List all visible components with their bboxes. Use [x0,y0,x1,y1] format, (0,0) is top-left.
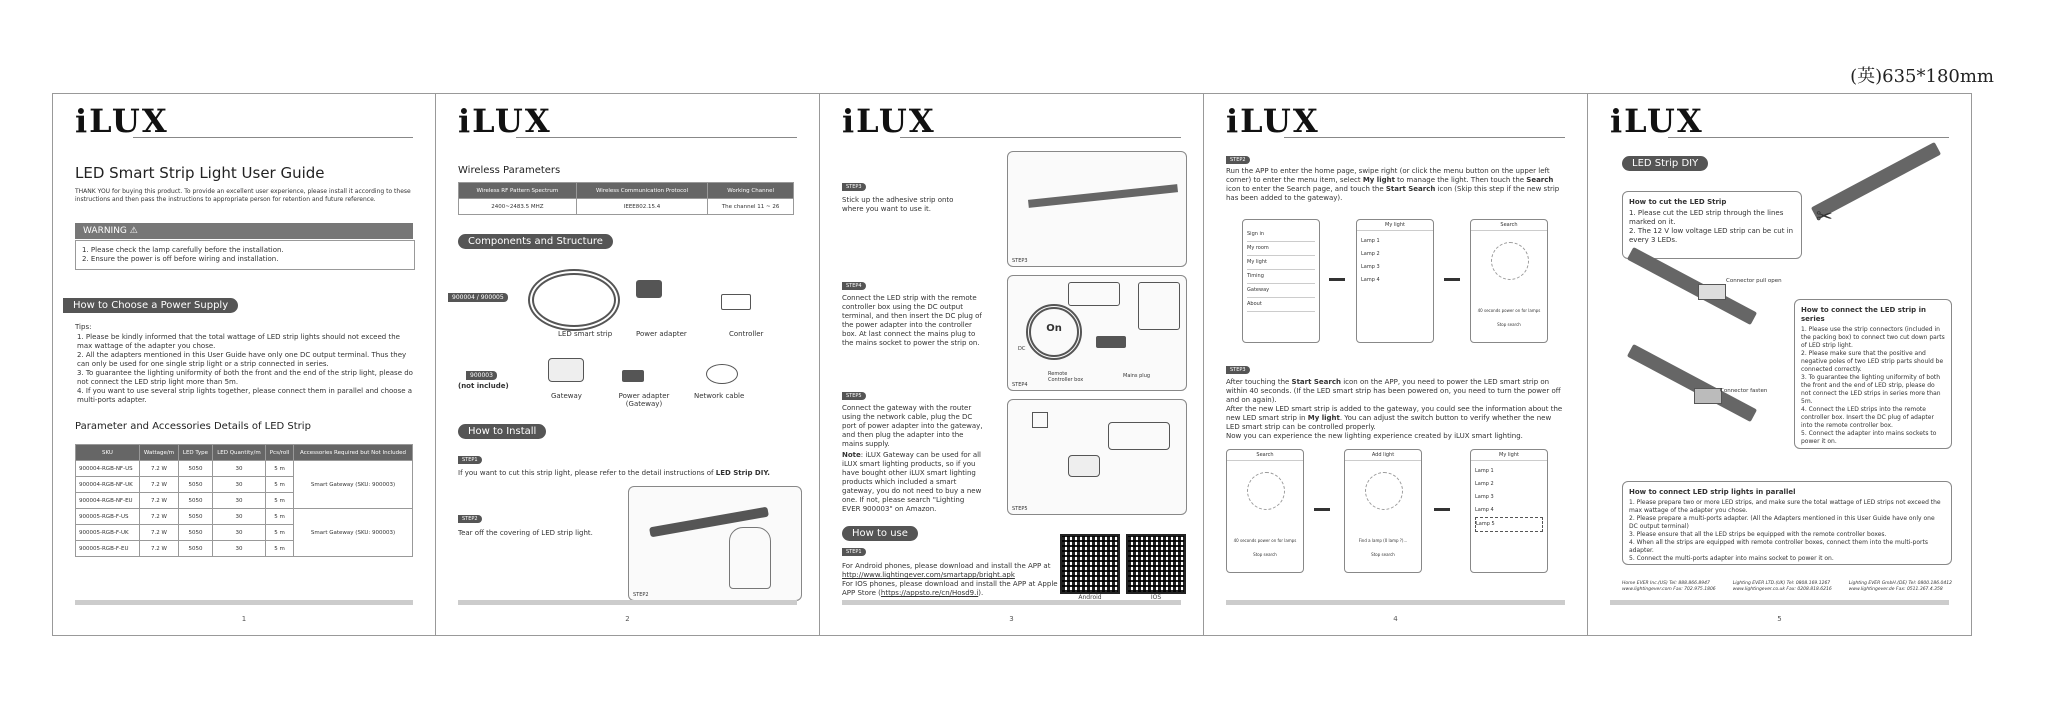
series-strip-image-2 [1627,344,1757,422]
ios-line [842,580,1060,598]
lamp-row-new[interactable]: Lamp 5 [1475,517,1543,532]
search-hint: 40 seconds power on for lamps [1233,538,1297,543]
addr-de-1: Lighting EVER GmbH.(DE) Tel: 0800.186.0412 [1848,581,1952,586]
hand-image [729,527,771,589]
cell: 5 m [266,477,294,493]
table-row [76,509,413,525]
page-number: 4 [1393,615,1398,623]
col-pcs: Pcs/roll [266,445,294,461]
menu-item-sign-in[interactable]: Sign in [1247,228,1315,242]
step3-para-2 [1226,405,1566,432]
footer-rule [1610,600,1949,605]
size-label: (英)635*180mm [1850,66,1994,87]
logo-rule [516,137,797,138]
page-3 [819,93,1204,636]
mains-label: Mains plug [1123,373,1151,379]
series-heading: How to connect the LED strip in series [1801,306,1926,323]
col-channel: Working Channel [708,183,794,199]
step1-tag: STEP1 [458,456,482,464]
power-heading: How to Choose a Power Supply [63,298,238,313]
logo-rule [1284,137,1565,138]
screen-title: My light [1357,220,1433,231]
cell: 2400~2483.5 MHZ [459,199,577,215]
cell: 900004-RGB-NF-US [76,461,140,477]
use-text [842,562,1060,598]
cell: 900005-RGB-F-EU [76,541,140,557]
parallel-step-4: 4. When all the strips are equipped with remote controller boxes, connect them into the multi-ports adapter. [1629,539,1928,554]
lamp-row[interactable]: Lamp 4 [1361,277,1380,283]
components-heading: Components and Structure [458,234,613,249]
ill-label: STEP3 [1012,258,1028,264]
col-protocol: Wireless Communication Protocol [576,183,707,199]
cut-heading: How to cut the LED Strip [1629,198,1727,206]
page-4 [1203,93,1588,636]
step2-bold-2: Search [1526,176,1554,184]
step4-tag: STEP4 [842,282,866,290]
tips-list [77,333,415,405]
col-led-qty: LED Quantity/m [212,445,265,461]
lamp-list [1471,461,1547,536]
warning-item-2: 2. Ensure the power is off before wiring and installation. [82,255,279,263]
plug-detail-image [1068,282,1120,306]
step5-text: Connect the gateway with the router using the network cable, plug the DC port of power adapter into the gateway, and then plug the adapter into the mains supply. [842,404,983,448]
step2-bold-1: My light [1362,176,1395,184]
screen-title: Search [1471,220,1547,231]
warning-item-1: 1. Please check the lamp carefully before the installation. [82,246,284,254]
gateway-adapter-image [622,370,644,382]
adapter-image [1096,336,1126,348]
menu-item-timing[interactable]: Timing [1247,270,1315,284]
not-include-label: (not include) [458,382,509,390]
led-strip-image [528,269,620,331]
cell: 5050 [179,493,213,509]
phone-search-screen [1470,219,1548,343]
table-header-row [459,183,794,199]
stop-search-button[interactable]: Stop search [1497,322,1521,327]
cell: 5 m [266,525,294,541]
cut-step-1: 1. Please cut the LED strip through the lines marked on it. [1629,209,1784,226]
page-1 [52,93,436,636]
cell: 5 m [266,509,294,525]
cell: 5050 [179,525,213,541]
radar-image [1247,472,1285,510]
ilux-logo: iLUX [75,102,169,140]
footer-rule [842,600,1181,605]
arrow-icon [1434,508,1450,511]
cell: 30 [212,541,265,557]
series-step-1: 1. Please use the strip connectors (included in the packing box) to connect two cut down parts of LED strip light. [1801,326,1945,349]
step3-tag: STEP3 [842,183,866,191]
step3-para-1 [1226,378,1566,405]
cell: 5 m [266,541,294,557]
parallel-box [1622,481,1952,565]
cell: 30 [212,525,265,541]
cell: IEEE802.15.4 [576,199,707,215]
menu-item-my-room[interactable]: My room [1247,242,1315,256]
param-table [75,444,413,557]
page-number: 2 [625,615,630,623]
radar-image [1365,472,1403,510]
sku-tag-gateway: 900003 [466,371,497,380]
tips-label: Tips: [75,323,92,331]
col-led-type: LED Type [179,445,213,461]
cell: 30 [212,509,265,525]
table-row [459,199,794,215]
tip-4: 4. If you want to use several strip lights together, please connect them in parallel and choose a multi-ports adapter. [77,387,413,404]
footer-rule [1226,600,1565,605]
cell: The channel 11 ~ 26 [708,199,794,215]
page-5 [1587,93,1972,636]
arrow-icon [1314,508,1330,511]
param-heading: Parameter and Accessories Details of LED Strip [75,421,311,432]
step3-illustration [1007,151,1187,267]
cell: 5050 [179,509,213,525]
step2-tag: STEP2 [458,515,482,523]
logo-rule [133,137,413,138]
addr-de-2: www.lightingever.de Fax: 0511.367.4.358 [1848,587,1943,592]
connector-open-label: Connector pull open [1726,278,1782,284]
cell: 900005-RGB-F-UK [76,525,140,541]
comp-gw-adapter-label: Power adapter (Gateway) [618,392,670,408]
phone-menu-screen [1242,219,1320,343]
series-box [1794,299,1952,449]
step2-bold-3: Start Search [1385,185,1436,193]
router-image [1108,422,1170,450]
ill-label: STEP2 [633,592,649,598]
note-text [842,451,984,514]
strip-image [1028,184,1178,208]
phone-add-light-screen [1344,449,1422,573]
socket-detail-image [1138,282,1180,330]
menu-item-my-light[interactable]: My light [1247,256,1315,270]
cut-box [1622,191,1802,259]
stop-search-button[interactable]: Stop search [1371,552,1395,557]
lamp-row[interactable]: Lamp 4 [1475,507,1494,513]
lamp-list [1357,231,1433,291]
android-url[interactable]: http://www.lightingever.com/smartapp/bright.apk [842,571,1015,579]
page-number: 3 [1009,615,1014,623]
accessory-cell: Smart Gateway (SKU: 900003) [294,509,413,557]
phone-my-light-screen-2 [1470,449,1548,573]
warning-icon: ⚠ [129,226,138,236]
page-number: 5 [1777,615,1782,623]
address-block [1622,581,1952,593]
lamp-row[interactable]: Lamp 3 [1475,494,1494,500]
ilux-logo: iLUX [842,102,936,140]
on-badge: On [1026,304,1082,360]
ilux-logo: iLUX [458,102,552,140]
ilux-logo: iLUX [1226,102,1320,140]
address-de [1849,581,1952,593]
cell: 30 [212,493,265,509]
screen-title: My light [1471,450,1547,461]
page-2 [435,93,820,636]
ill-label: STEP5 [1012,506,1028,512]
cell: 7.2 W [139,525,178,541]
page-title: LED Smart Strip Light User Guide [75,164,325,182]
use-heading: How to use [842,526,918,541]
wall-socket-image [1032,412,1048,428]
note-body: : iLUX Gateway can be used for all iLUX smart lighting products, so if you have bought other iLUX smart lighting products which included a smart gateway, you do not need to buy a new one. If not, please search "Lighting EVER 900003" on Amazon. [842,451,982,513]
wireless-table [458,182,794,215]
menu-item-about[interactable]: About [1247,298,1315,312]
cell: 5 m [266,493,294,509]
step2-text-a: Run the APP to enter the home page, swipe right (or click the menu button on the upper left corner) to enter the menu item, select [1226,167,1550,184]
cut-step-2: 2. The 12 V low voltage LED strip can be cut in every 3 LEDs. [1629,227,1794,244]
connector-open-image [1698,284,1726,300]
col-accessories: Accessories Required but Not Included [294,445,413,461]
logo-rule [900,137,1181,138]
install-heading: How to Install [458,424,546,439]
android-qr-code [1060,534,1120,594]
col-sku: SKU [76,445,140,461]
cell: 7.2 W [139,493,178,509]
stop-search-button[interactable]: Stop search [1253,552,1277,557]
cell: 7.2 W [139,461,178,477]
tip-2: 2. All the adapters mentioned in this User Guide have only one DC output terminal. Thus they can only be used for one single strip light or a strip connected in series. [77,351,407,368]
step4-text: Connect the LED strip with the remote controller box using the DC output terminal, and then insert the DC plug of the power adapter into the controller box. At last connect the mains plug to the mains socket to power the strip on. [842,294,982,347]
accessory-cell: Smart Gateway (SKU: 900003) [294,461,413,509]
cell: 30 [212,461,265,477]
ios-text: For IOS phones, please download and install the APP at Apple APP Store ( [842,580,1058,597]
intro-text: THANK YOU for buying this product. To provide an excellent user experience, please install it according to these instructions and then pass the instructions to appropriate person for retention and future reference. [75,188,411,203]
page-number: 1 [241,615,247,623]
comp-gateway-label: Gateway [551,392,582,400]
arrow-icon [1444,278,1460,281]
search-hint: 40 seconds power on for lamps [1477,308,1541,313]
menu-item-gateway[interactable]: Gateway [1247,284,1315,298]
qr-ios-label: IOS [1150,594,1162,601]
series-step-2: 2. Please make sure that the positive and negative poles of two LED strip parts should be connected correctly. [1801,350,1944,373]
step3-text [1226,378,1566,441]
step2-text-d: icon (Skip this step if the new strip has been added to the gateway). [1226,185,1560,202]
network-cable-image [706,364,738,384]
screen-title: Add light [1345,450,1421,461]
step3-text: Stick up the adhesive strip onto where you want to use it. [842,196,954,213]
footer-rule [458,600,797,605]
step5-illustration [1007,399,1187,515]
tip-1: 1. Please be kindly informed that the total wattage of LED strip lights should not exceed the max wattage of the adapter you chose. [77,333,400,350]
connector-fasten-image [1694,388,1722,404]
step3-para-3: Now you can experience the new lighting experience created by iLUX smart lighting. [1226,432,1523,440]
controller-image [721,294,751,310]
parallel-step-1: 1. Please prepare two or more LED strips, and make sure the total wattage of LED strips not exceed the max wattage of the adapter you chose. [1629,499,1941,514]
power-adapter-image [636,280,662,298]
ios-url[interactable]: https://appsto.re/cn/Hosd9.i [880,589,979,597]
lamp-row[interactable]: Lamp 3 [1361,264,1380,270]
warning-label: WARNING [83,226,127,236]
parallel-heading: How to connect LED strip lights in parallel [1629,488,1796,496]
step3-bold-1: Start Search [1291,378,1341,386]
series-step-4: 4. Connect the LED strips into the remote controller box. Insert the DC plug of adapter into the remote controller box. [1801,406,1934,429]
address-uk [1733,581,1832,593]
qr-android-label: Android [1078,594,1102,601]
step1-text-a: If you want to cut this strip light, please refer to the detail instructions of [458,469,716,477]
cell: 5050 [179,477,213,493]
addr-us-2: www.lightingever.com Fax: 702.975.1806 [1622,587,1716,592]
android-line: For Android phones, please download and install the APP at [842,562,1051,570]
use-step1-tag: STEP1 [842,548,866,556]
lamp-row[interactable]: Lamp 1 [1475,468,1494,474]
step3-text-d: . You can adjust the switch button to verify whether the new LED smart strip can be controlled properly. [1226,414,1552,431]
note-label: Note [842,451,861,459]
cell: 5 m [266,461,294,477]
step3-tag: STEP3 [1226,366,1250,374]
cell: 5050 [179,461,213,477]
ios-end: ). [978,589,984,597]
step2-text: Tear off the covering of LED strip light. [458,529,593,537]
comp-controller-label: Controller [729,330,764,338]
phone-my-light-screen [1356,219,1434,343]
wireless-heading: Wireless Parameters [458,165,561,176]
sku-tag-strip: 900004 / 900005 [448,293,508,302]
step4-illustration [1007,275,1187,391]
parallel-step-2: 2. Please prepare a multi-ports adapter. (All the Adapters mentioned in this User Guide have only one DC output terminal) [1629,515,1935,530]
comp-cable-label: Network cable [694,392,745,400]
cell: 7.2 W [139,509,178,525]
step5-tag: STEP5 [842,392,866,400]
step3-text-a: After touching the [1226,378,1292,386]
series-step-3: 3. To guarantee the lighting uniformity of both the front and the end of LED strip, please do not connect the LED strips in series more than 5m. [1801,374,1941,405]
logo-rule [1668,137,1949,138]
col-wattage: Wattage/m [139,445,178,461]
warning-box [75,240,415,270]
step2-text-c: icon to enter the Search page, and touch the [1226,185,1386,193]
addr-uk-1: Lighting EVER LTD.(UK) Tel: 0808.169.1267 [1732,581,1831,586]
ill-label: STEP4 [1012,382,1028,388]
cell: 30 [212,477,265,493]
radar-image [1491,242,1529,280]
ios-qr-code [1126,534,1186,594]
ilux-logo: iLUX [1610,102,1704,140]
step2-text [1226,167,1566,203]
lamp-row[interactable]: Lamp 2 [1475,481,1494,487]
gateway-image [1068,455,1100,477]
step3-text-c: After the new LED smart strip is added to the gateway, you could see the information about the new LED smart strip in [1226,405,1563,422]
addr-us-1: Home EVER Inc.(US) Tel: 888.866.8947 [1622,581,1710,586]
diy-heading: LED Strip DIY [1622,156,1708,171]
cell: 5050 [179,541,213,557]
cell: 900004-RGB-NF-UK [76,477,140,493]
series-step-5: 5. Connect the adapter into mains sockets to power it on. [1801,430,1937,445]
warning-bar [75,223,413,239]
footer-rule [75,600,413,605]
cell: 7.2 W [139,477,178,493]
gateway-image [548,358,584,382]
connector-fasten-label: Connector fasten [1720,388,1768,394]
lamp-row[interactable]: Lamp 2 [1361,251,1380,257]
step2-text-b: to manage the light. Then touch the [1394,176,1527,184]
step3-text-b: icon on the APP, you need to power the LED smart strip on within 40 seconds. (If the LED smart strip has been powered on, you need to turn the power off and on again). [1226,378,1561,404]
parallel-step-5: 5. Connect the multi-ports adapter into mains socket to power it on. [1629,555,1834,562]
cell: 900005-RGB-F-US [76,509,140,525]
step3-bold-2: My light [1307,414,1340,422]
step1-link: LED Strip DIY. [715,469,770,477]
phone-search-screen-2 [1226,449,1304,573]
screen-title: Search [1227,450,1303,461]
table-row [76,461,413,477]
step1-text [458,469,798,478]
address-us [1622,581,1716,593]
comp-adapter-label: Power adapter [636,330,687,338]
arrow-icon [1329,278,1345,281]
step2-illustration [628,486,802,601]
lamp-row[interactable]: Lamp 1 [1361,238,1380,244]
col-rf: Wireless RF Pattern Spectrum [459,183,577,199]
dc-label: DC [1018,346,1026,352]
remote-label: Remote Controller box [1048,371,1084,383]
addr-uk-2: www.lightingever.co.uk Fax: 0208.818.6216 [1732,587,1832,592]
cell: 7.2 W [139,541,178,557]
cell: 900004-RGB-NF-EU [76,493,140,509]
table-header-row [76,445,413,461]
comp-led-label: LED smart strip [558,330,613,338]
step2-tag: STEP2 [1226,156,1250,164]
find-text: Find a lamp (0 lamp ?)... [1358,538,1408,543]
scissors-icon: ✂ [1816,204,1833,228]
parallel-step-3: 3. Please ensure that all the LED strips be equipped with the remote controller boxes. [1629,531,1887,538]
tip-3: 3. To guarantee the lighting uniformity of both the front and the end of the strip light, please do not connect the LED strip light more than 5m. [77,369,413,386]
menu-list [1243,220,1319,312]
